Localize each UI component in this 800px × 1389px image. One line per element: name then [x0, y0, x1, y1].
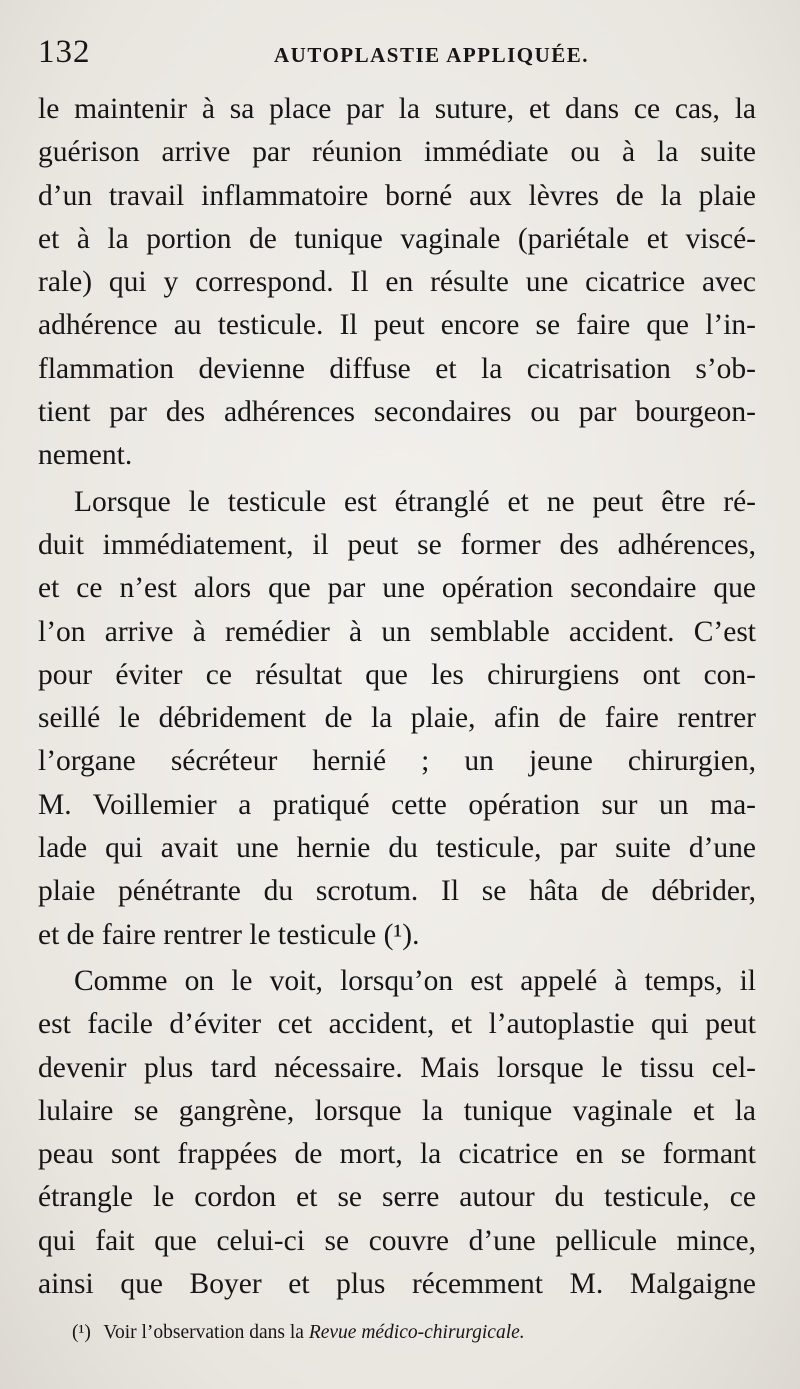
text-line: seillé le débridement de la plaie, afin de faire rentrer [38, 702, 756, 735]
text-line: peau sont frappées de mort, la cicatrice en se formant [38, 1138, 756, 1171]
text-line: pour éviter ce résultat que les chirurgiens ont con- [38, 658, 756, 691]
paragraph-2 [38, 481, 756, 957]
text-line: et à la portion de tunique vaginale (pariétale et viscé- [38, 222, 756, 255]
text-line: rale) qui y correspond. Il en résulte une cicatrice avec [38, 266, 756, 299]
text-line: l’organe sécréteur hernié ; un jeune chirurgien, [38, 745, 756, 778]
text-line: Comme on le voit, lorsqu’on est appelé à temps, il [74, 964, 756, 997]
text-line: plaie pénétrante du scrotum. Il se hâta de débrider, [38, 875, 756, 908]
body-text [38, 88, 756, 1306]
footnote [72, 1322, 762, 1344]
page-number: 132 [38, 34, 91, 70]
text-line: nement. [38, 439, 133, 472]
text-line: flammation devienne diffuse et la cicatrisation s’ob- [38, 352, 756, 385]
text-line: l’on arrive à remédier à un semblable accident. C’est [38, 615, 756, 648]
text-line: et de faire rentrer le testicule (¹). [38, 918, 420, 951]
text-line: ainsi que Boyer et plus récemment M. Malgaigne [38, 1268, 756, 1301]
text-line: est facile d’éviter cet accident, et l’autoplastie qui peut [38, 1008, 756, 1041]
text-line: le maintenir à sa place par la suture, et dans ce cas, la [38, 93, 756, 125]
text-line: étrangle le cordon et se serre autour du testicule, ce [38, 1181, 756, 1214]
text-line: et ce n’est alors que par une opération secondaire que [38, 572, 756, 605]
footnote-text: Voir l’observation dans la [103, 1322, 304, 1343]
footnote-marker: (¹) [72, 1322, 91, 1343]
footnote-journal-title: Revue médico-chirurgicale. [308, 1322, 525, 1343]
text-line: devenir plus tard nécessaire. Mais lorsque le tissu cel- [38, 1051, 756, 1084]
text-line: lulaire se gangrène, lorsque la tunique vaginale et la [38, 1094, 756, 1127]
paragraph-3 [38, 960, 756, 1306]
text-line: qui fait que celui-ci se couvre d’une pellicule mince, [38, 1224, 756, 1257]
text-line: duit immédiatement, il peut se former des adhérences, [38, 528, 756, 561]
text-line: Lorsque le testicule est étranglé et ne peut être ré- [74, 485, 756, 518]
text-line: guérison arrive par réunion immédiate ou à la suite [38, 136, 756, 169]
paragraph-1 [38, 88, 756, 478]
text-line: M. Voillemier a pratiqué cette opération sur un ma- [38, 788, 756, 821]
text-line: lade qui avait une hernie du testicule, par suite d’une [38, 832, 756, 865]
page-header [38, 34, 762, 74]
text-line: d’un travail inflammatoire borné aux lèvres de la plaie [38, 179, 756, 212]
text-line: tient par des adhérences secondaires ou par bourgeon- [38, 396, 756, 429]
text-line: adhérence au testicule. Il peut encore se faire que l’in- [38, 309, 756, 342]
running-title: AUTOPLASTIE APPLIQUÉE. [274, 43, 590, 67]
